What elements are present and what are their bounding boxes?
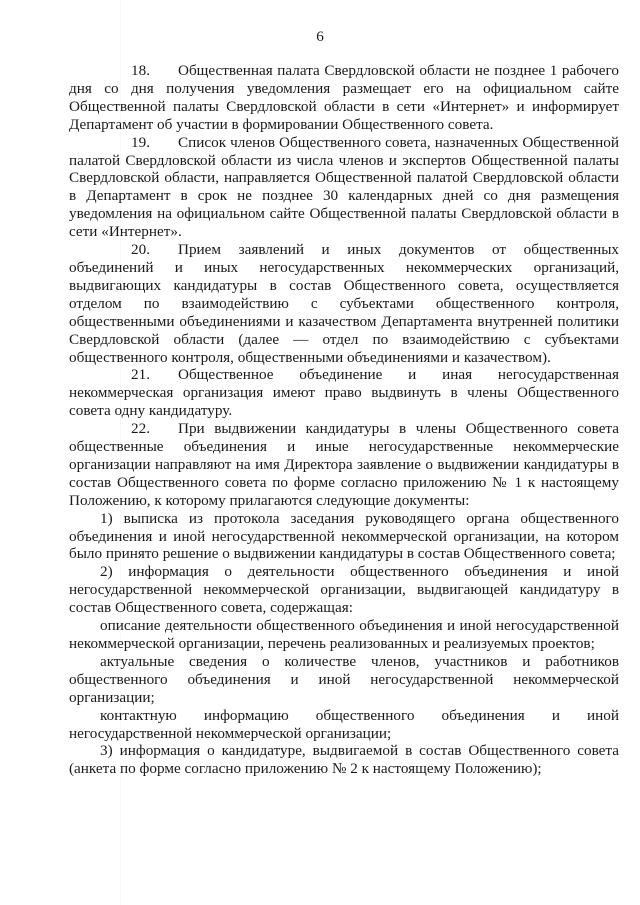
- paragraph-number: 21.: [131, 366, 150, 384]
- paragraph-18: [69, 62, 619, 134]
- paragraph-text: Список членов Общественного совета, назначенных Общественной палатой Свердловской области из числа членов и экспертов Общественной палаты Свердловской области, направляется Общественной палатой Свердловской области в Департамент в срок не позднее 30 календарных дней со дня размещения уведомления на официальном сайте Общественной палаты Свердловской области в сети «Интернет».: [69, 133, 619, 241]
- paragraph-number: 18.: [131, 62, 150, 79]
- page-number: 6: [316, 28, 324, 45]
- subitem-2-description: описание деятельности общественного объединения и иной негосударственной некоммерческой организации, перечень реализованных и реализуемых проектов;: [69, 617, 619, 652]
- subitem-1: 1) выписка из протокола заседания руководящего органа общественного объединения и иной негосударственной некоммерческой организации, на котором было принято решение о выдвижении кандидатуры в состав Общественного совета;: [69, 509, 619, 563]
- paragraph-number: 19.: [131, 133, 150, 151]
- paragraph-text: Общественная палата Свердловской области не позднее 1 рабочего дня со дня получения уведомления размещает его на официальном сайте Общественной палаты Свердловской области в сети «Интернет» и информирует Департамент об участии в формировании Общественного совета.: [69, 62, 619, 133]
- subitem-2-member-count: актуальные сведения о количестве членов, участников и работников общественного объединения и иной негосударственной некоммерческой организации;: [69, 652, 619, 706]
- paragraph-number: 22.: [131, 420, 150, 438]
- paragraph-number: 20.: [131, 241, 150, 259]
- subitem-2-contacts: контактную информацию общественного объединения и иной негосударственной некоммерческой организации;: [69, 706, 619, 742]
- document-body: [69, 62, 619, 778]
- paragraph-19: [69, 134, 619, 241]
- paragraph-text: При выдвижении кандидатуры в члены Общественного совета общественные объединения и иные негосударственные некоммерческие организации направляют на имя Директора заявление о выдвижении кандидатуры в состав Общественного совета по форме согласно приложению № 1 к настоящему Положению, к которому прилагаются следующие документы:: [69, 420, 619, 509]
- paragraph-21: [69, 366, 619, 420]
- subitem-2: 2) информация о деятельности общественного объединения и иной негосударственной некоммерческой организации, выдвигающей кандидатуру в состав Общественного совета, содержащая:: [69, 563, 619, 617]
- paragraph-20: [69, 241, 619, 366]
- subitem-3: 3) информация о кандидатуре, выдвигаемой в состав Общественного совета (анкета по форме согласно приложению № 2 к настоящему Положению);: [69, 742, 619, 778]
- paragraph-text: Общественное объединение и иная негосударственная некоммерческая организация имеют право выдвинуть в члены Общественного совета одну кандидатуру.: [69, 366, 619, 420]
- paragraph-22: [69, 420, 619, 510]
- paragraph-text: Прием заявлений и иных документов от общественных объединений и иных негосударственных некоммерческих организаций, выдвигающих кандидатуры в состав Общественного совета, осуществляется отделом по взаимодействию с субъектами общественного контроля, общественными объединениями и казачеством Департамента внутренней политики Свердловской области (далее — отдел по взаимодействию с субъектами общественного контроля, общественными объединениями и казачеством).: [69, 241, 619, 366]
